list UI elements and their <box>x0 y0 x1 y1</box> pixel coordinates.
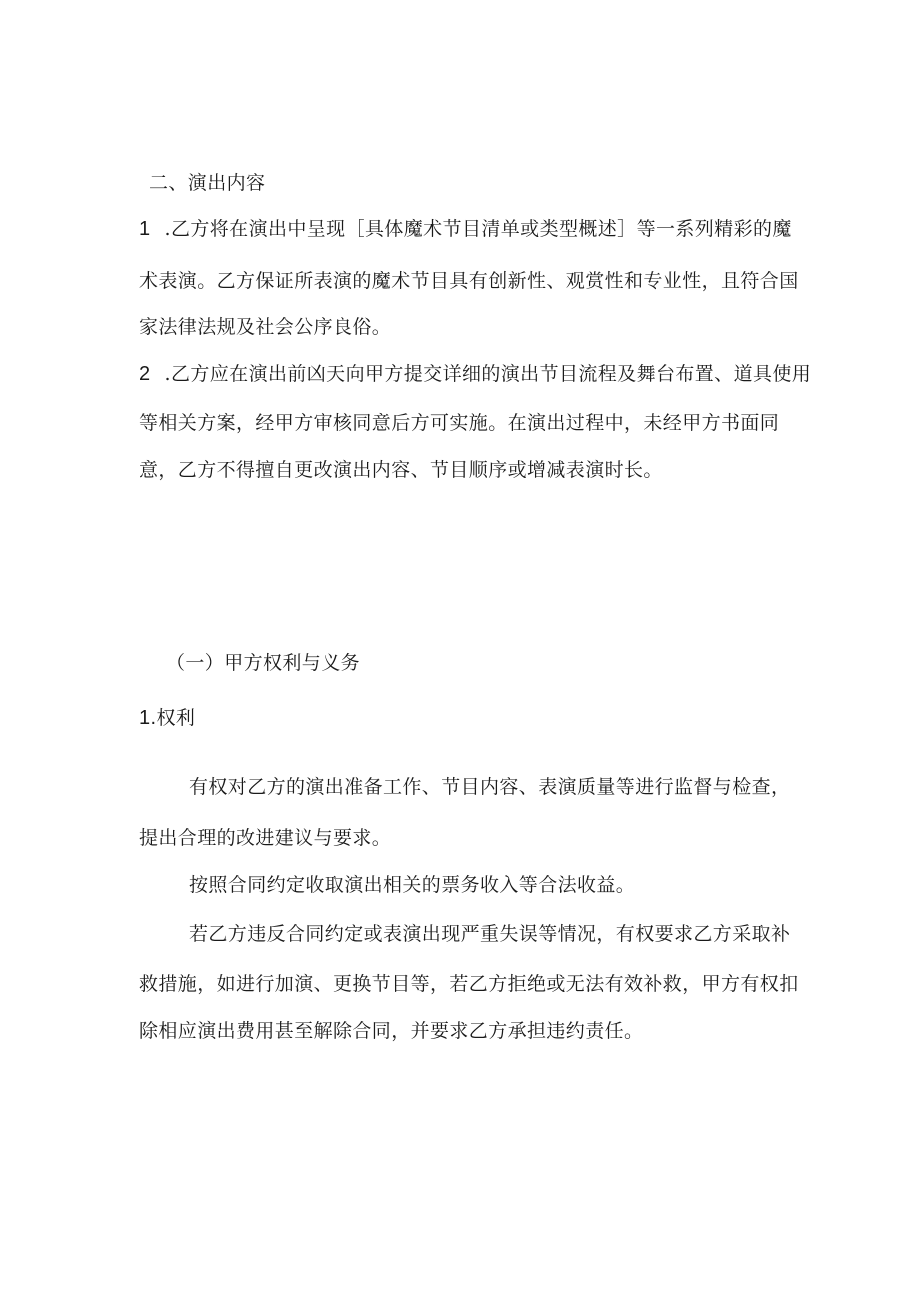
right-item-3-line-1: 若乙方违反合同约定或表演出现严重失误等情况，有权要求乙方采取补 <box>189 923 791 945</box>
rights-number: 1. <box>139 707 157 729</box>
right-item-1-line-1: 有权对乙方的演出准备工作、节目内容、表演质量等进行监督与检查， <box>189 776 791 798</box>
party-a-title: （一）甲方权利与义务 <box>166 652 361 674</box>
right-item-3-line-2: 救措施，如进行加演、更换节目等，若乙方拒绝或无法有效补救，甲方有权扣 <box>139 973 799 995</box>
content-item-1-line-3: 家法律法规及社会公序良俗。 <box>139 316 392 338</box>
content-item-2-line-2: 等相关方案，经甲方审核同意后方可实施。在演出过程中，未经甲方书面同 <box>139 412 780 434</box>
rights-heading <box>139 705 195 731</box>
content-item-2-line-1 <box>139 361 811 387</box>
content-item-1-line-2: 术表演。乙方保证所表演的魔术节目具有创新性、观赏性和专业性，且符合国 <box>139 270 799 292</box>
right-item-1-line-2: 提出合理的改进建议与要求。 <box>139 827 392 849</box>
content-item-1-number: 1 <box>139 218 151 240</box>
right-item-2-line-1: 按照合同约定收取演出相关的票务收入等合法收益。 <box>189 874 636 896</box>
section-title: 二、演出内容 <box>149 172 266 194</box>
right-item-3-line-3: 除相应演出费用甚至解除合同，并要求乙方承担违约责任。 <box>139 1020 644 1042</box>
content-item-1-text-1: .乙方将在演出中呈现［具体魔术节目清单或类型概述］等一系列精彩的魔 <box>164 218 792 240</box>
rights-label: 权利 <box>156 707 196 729</box>
content-item-1-line-1 <box>139 216 792 242</box>
content-item-2-text-1: .乙方应在演出前凶天向甲方提交详细的演出节目流程及舞台布置、道具使用 <box>164 363 812 385</box>
content-item-2-number: 2 <box>139 363 151 385</box>
content-item-2-line-3: 意，乙方不得擅自更改演出内容、节目顺序或增减表演时长。 <box>139 459 663 481</box>
